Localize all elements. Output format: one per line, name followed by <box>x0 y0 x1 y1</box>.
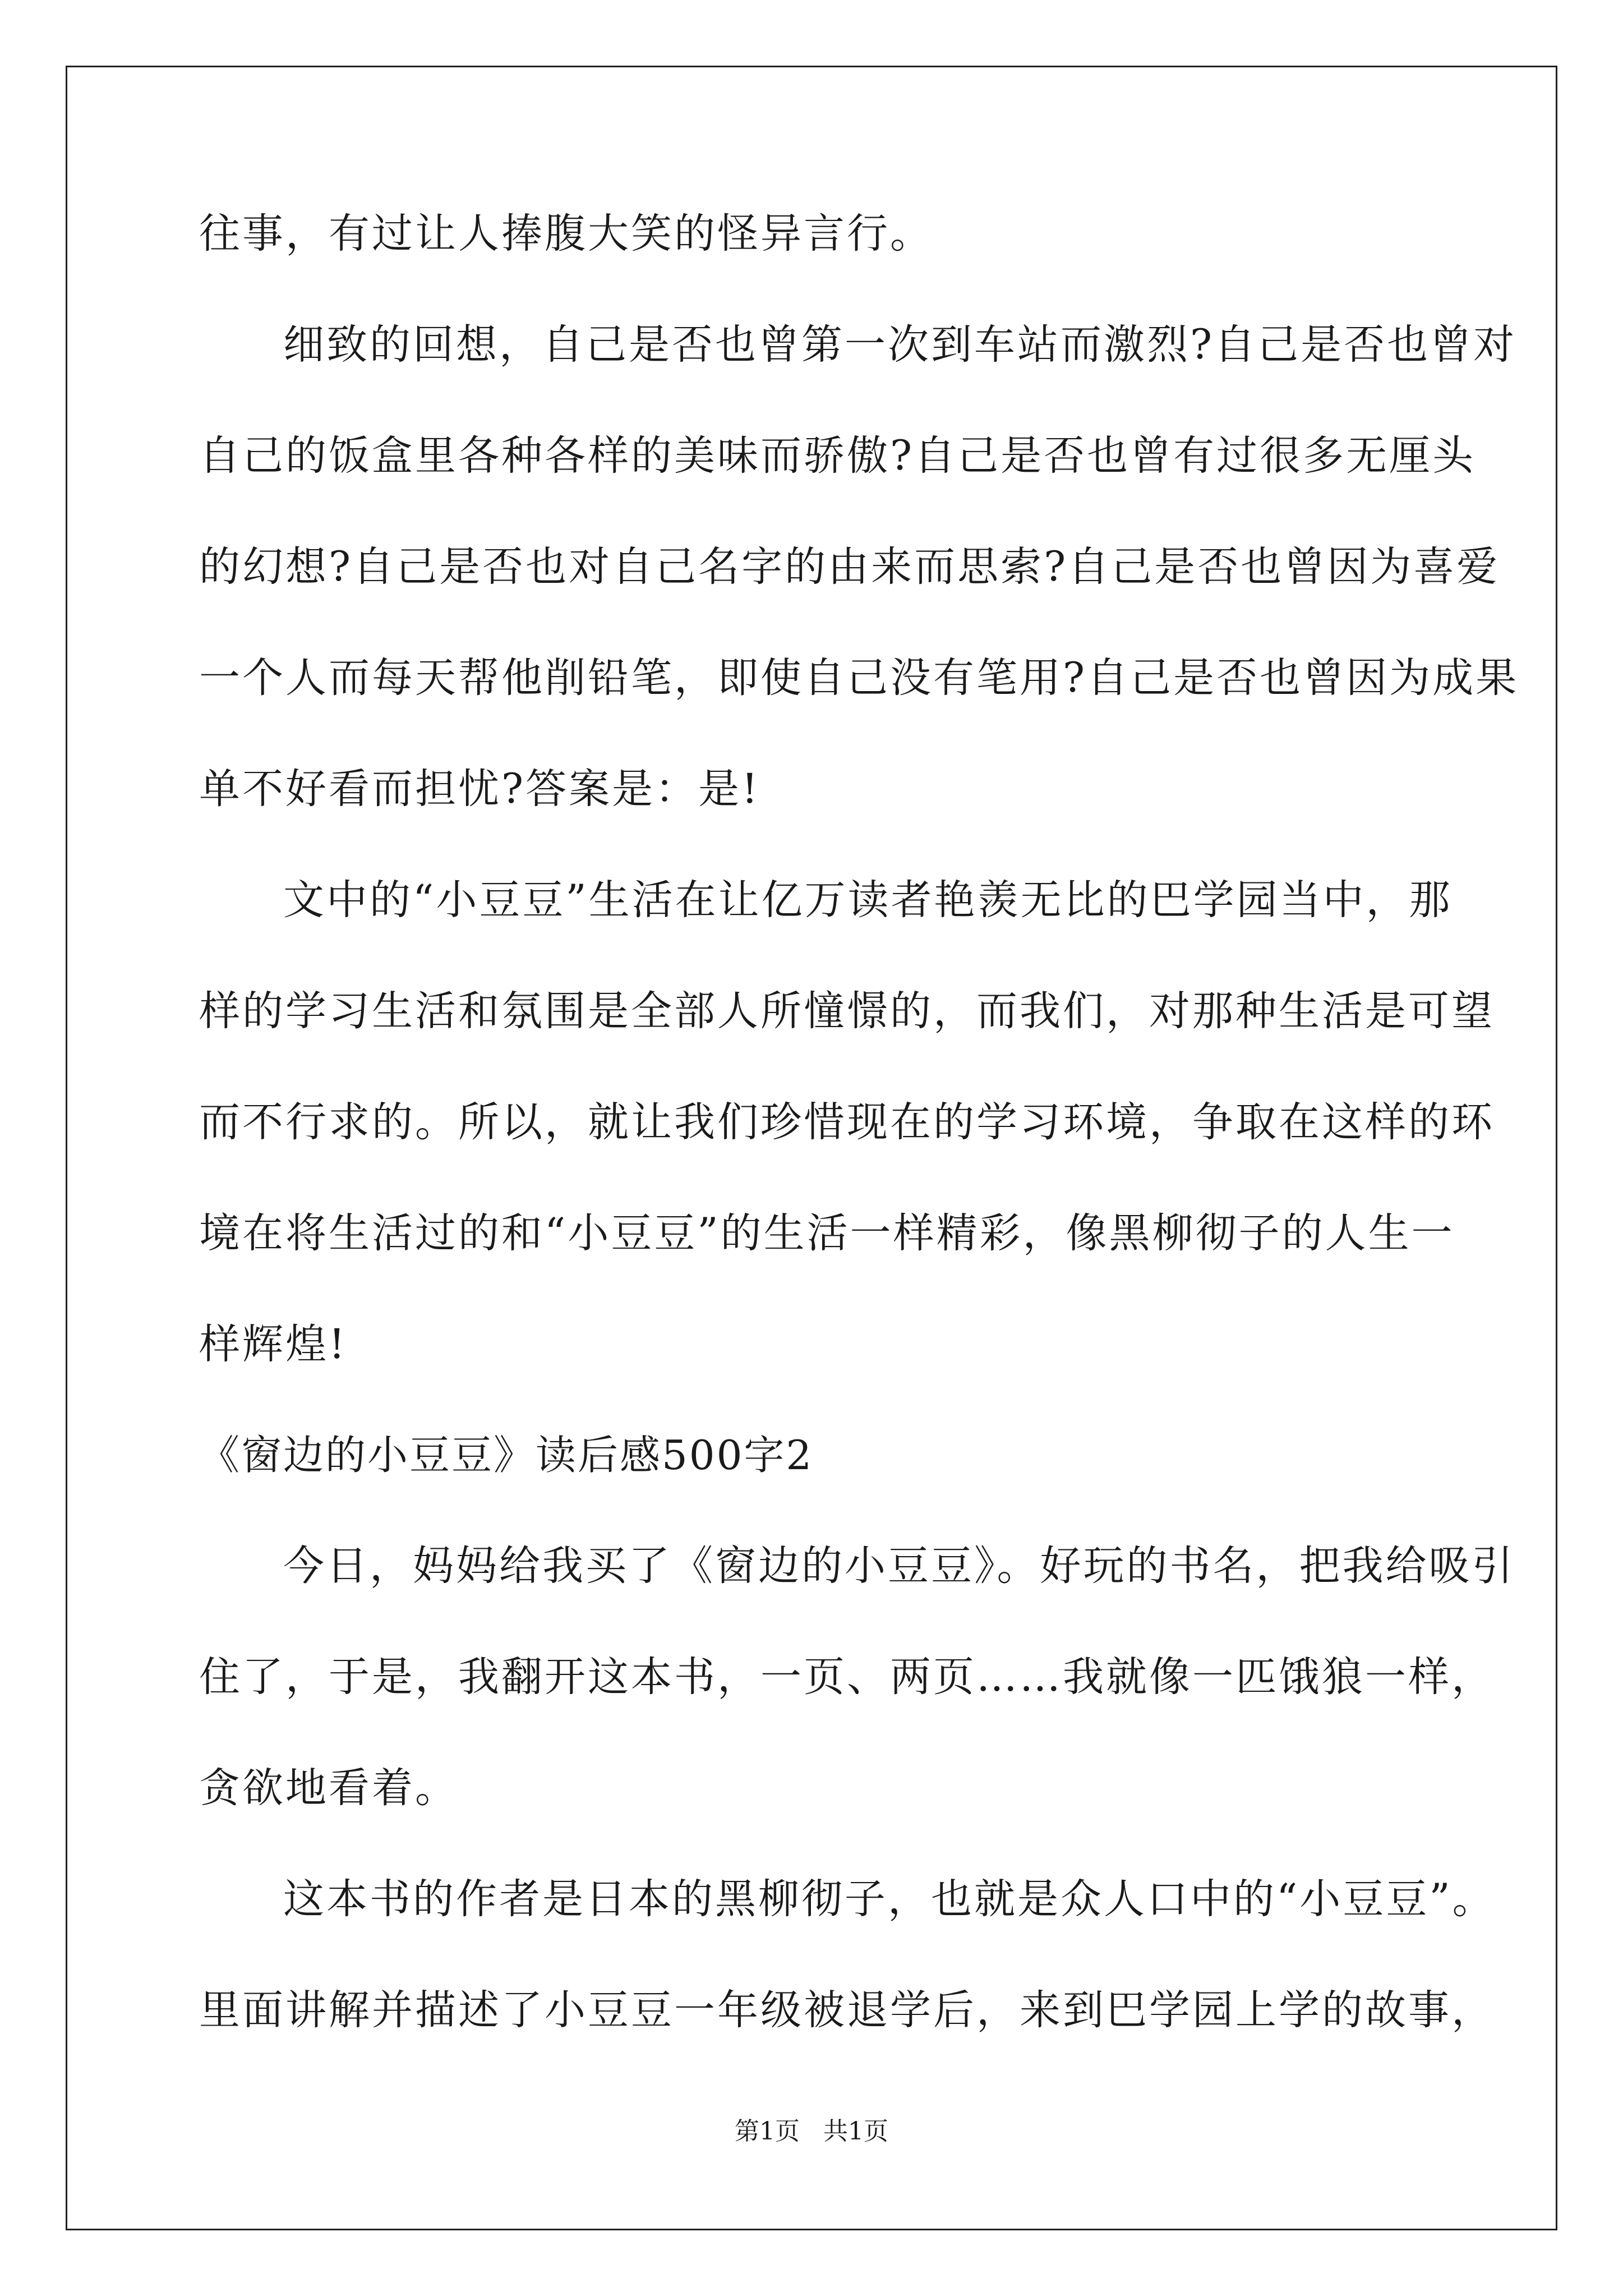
paragraph-line-10: 境在将生活过的和“小豆豆”的生活一样精彩，像黑柳彻子的人生一 <box>199 1209 1455 1257</box>
paragraph-line-2: 细致的回想，自己是否也曾第一次到车站而激烈?自己是否也曾对 <box>283 321 1517 369</box>
paragraph-line-16: 里面讲解并描述了小豆豆一年级被退学后，来到巴学园上学的故事， <box>199 1986 1495 2034</box>
paragraph-line-1: 往事，有过让人捧腹大笑的怪异言行。 <box>199 210 933 257</box>
paragraph-line-15: 这本书的作者是日本的黑柳彻子，也就是众人口中的“小豆豆”。 <box>283 1875 1496 1923</box>
paragraph-line-4: 的幻想?自己是否也对自己名字的由来而思索?自己是否也曾因为喜爱 <box>199 543 1500 591</box>
paragraph-line-7: 文中的“小豆豆”生活在让亿万读者艳羡无比的巴学园当中，那 <box>283 876 1453 924</box>
paragraph-line-3: 自己的饭盒里各种各样的美味而骄傲?自己是否也曾有过很多无厘头 <box>199 432 1476 480</box>
paragraph-line-11: 样辉煌! <box>199 1320 348 1368</box>
paragraph-line-5: 一个人而每天帮他削铅笔，即使自己没有笔用?自己是否也曾因为成果 <box>199 654 1519 702</box>
paragraph-line-14: 贪欲地看着。 <box>199 1764 458 1812</box>
paragraph-line-6: 单不好看而担忧?答案是：是! <box>199 765 760 813</box>
document-body <box>199 210 1519 2101</box>
page-number-footer: 第1页 共1页 <box>735 2117 888 2146</box>
paragraph-line-8: 样的学习生活和氛围是全部人所憧憬的，而我们，对那种生活是可望 <box>199 987 1495 1035</box>
paragraph-line-9: 而不行求的。所以，就让我们珍惜现在的学习环境，争取在这样的环 <box>199 1098 1495 1146</box>
paragraph-line-13: 住了，于是，我翻开这本书，一页、两页……我就像一匹饿狼一样， <box>199 1653 1495 1701</box>
section-heading: 《窗边的小豆豆》读后感500字2 <box>199 1432 814 1479</box>
paragraph-line-12: 今日，妈妈给我买了《窗边的小豆豆》。好玩的书名，把我给吸引 <box>283 1542 1515 1590</box>
